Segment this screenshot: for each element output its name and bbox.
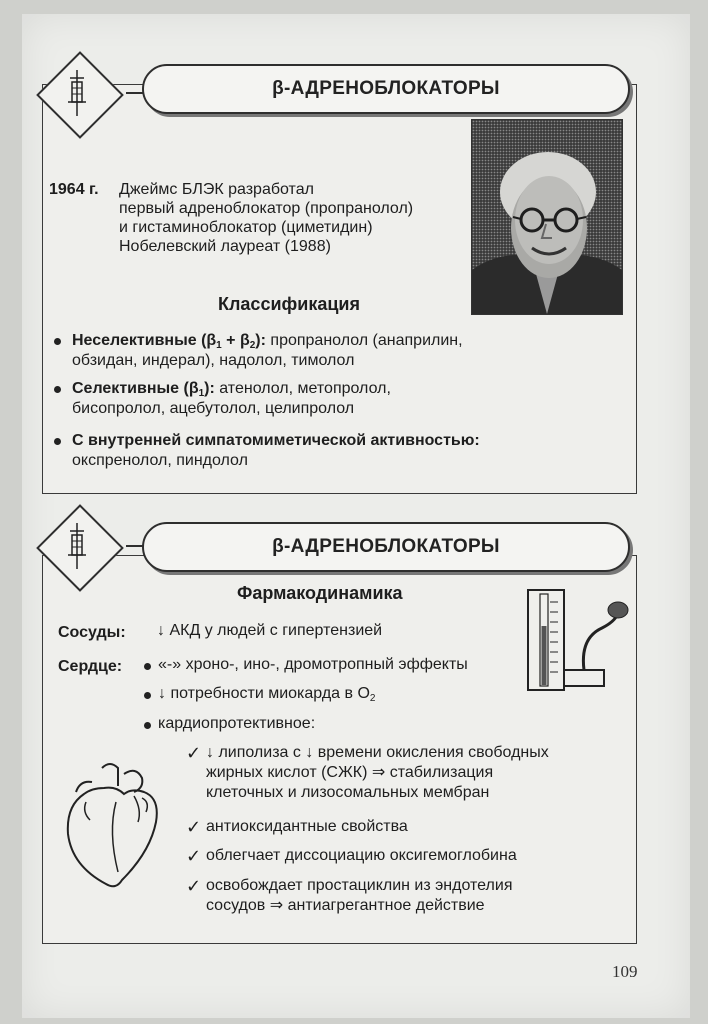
cardio-effect-4-line1: освобождает простациклин из эндотелия — [206, 877, 513, 894]
heart-effect-3: кардиопротективное: — [158, 715, 316, 732]
bullet-icon — [54, 386, 61, 393]
classification-heading: Классификация — [218, 294, 360, 314]
heart-label: Сердце: — [58, 658, 123, 675]
bullet-icon — [144, 663, 151, 670]
heart-effect-2 — [158, 684, 375, 709]
cardio-effect-3: облегчает диссоциацию оксигемоглобина — [206, 847, 517, 864]
class-label-part: Неселективные (β — [72, 332, 217, 349]
vessels-effect: ↓ АКД у людей с гипертензией — [157, 622, 383, 639]
heart-icon — [62, 762, 167, 890]
cardio-effect-1-line1: ↓ липолиза с ↓ времени окисления свободных — [206, 744, 549, 761]
history-line-4: Нобелевский лауреат (1988) — [119, 238, 331, 255]
syringe-icon — [62, 68, 92, 118]
check-icon: ✓ — [186, 876, 202, 896]
bullet-icon — [54, 338, 61, 345]
history-line-2: первый адреноблокатор (пропранолол) — [119, 200, 414, 217]
card2-title: β-АДРЕНОБЛОКАТОРЫ — [142, 522, 630, 572]
class-label-part: + β — [221, 332, 250, 349]
check-icon: ✓ — [186, 817, 202, 837]
bullet-icon — [54, 438, 61, 445]
pharmacodynamics-heading: Фармакодинамика — [237, 583, 403, 603]
heart-effect-1: «-» хроно-, ино-, дромотропный эффекты — [158, 656, 468, 673]
class-drugs: атенолол, метопролол, — [214, 380, 391, 397]
class-item-selective-line2: бисопролол, ацебутолол, целипролол — [72, 400, 355, 417]
class-sub: 1 — [198, 388, 205, 399]
vessels-label: Сосуды: — [58, 624, 126, 641]
syringe-icon — [62, 521, 92, 571]
history-line-3: и гистаминоблокатор (циметидин) — [119, 219, 373, 236]
blood-pressure-gauge-icon — [522, 586, 632, 696]
page-number: 109 — [612, 962, 638, 981]
o2-subscript: 2 — [369, 693, 376, 704]
cardio-effect-4-line2: сосудов ⇒ антиагрегантное действие — [206, 897, 485, 914]
class-label-part: Селективные (β — [72, 380, 199, 397]
portrait-photo — [471, 119, 623, 315]
class-sub: 2 — [249, 340, 256, 351]
heart-effect-2-text: ↓ потребности миокарда в O — [158, 685, 370, 702]
class-sub: 1 — [216, 340, 222, 351]
cardio-effect-1-line3: клеточных и лизосомальных мембран — [206, 784, 490, 801]
class-item-isa-drugs: окспренолол, пиндолол — [72, 452, 248, 469]
check-icon: ✓ — [186, 846, 202, 866]
bullet-icon — [144, 722, 151, 729]
bullet-icon — [144, 692, 151, 699]
history-line-1: Джеймс БЛЭК разработал — [119, 181, 314, 198]
history-year: 1964 г. — [49, 181, 99, 198]
class-item-nonselective-line2: обзидан, индерал), надолол, тимолол — [72, 352, 355, 369]
card1-title: β-АДРЕНОБЛОКАТОРЫ — [142, 64, 630, 114]
class-label-part: ): — [204, 380, 215, 397]
class-drugs: пропранолол (анаприлин, — [265, 332, 463, 349]
cardio-effect-1-line2: жирных кислот (СЖК) ⇒ стабилизация — [206, 764, 494, 781]
cardio-effect-2: антиоксидантные свойства — [206, 818, 408, 835]
class-item-isa-label: С внутренней симпатомиметической активностью: — [72, 432, 480, 449]
check-icon: ✓ — [186, 743, 202, 763]
class-label-part: ): — [255, 332, 266, 349]
